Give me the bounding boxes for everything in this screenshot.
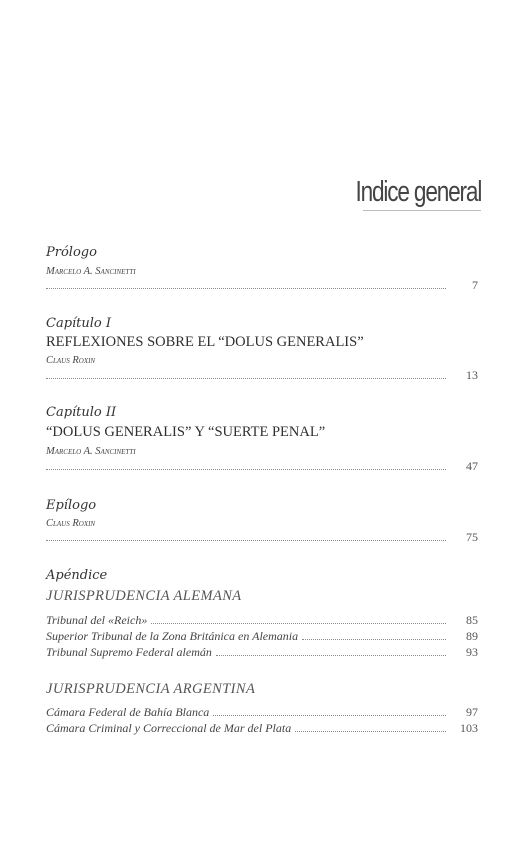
dot-leader [46,468,446,470]
capitulo2-entry[interactable] [46,459,478,474]
entry-page: 93 [466,645,478,659]
page-title: Indice general [355,176,481,208]
apendice-label: Apéndice [46,568,108,583]
epilogo-page: 75 [466,530,478,544]
dot-leader [295,730,446,732]
dot-leader [302,638,446,640]
entry-label: Cámara Criminal y Correccional de Mar del Plata [46,721,292,735]
jurisprudencia-argentina-heading: JURISPRUDENCIA ARGENTINA [46,681,256,697]
prologo-page: 7 [472,278,478,292]
epilogo-author: Claus Roxin [46,518,96,529]
dot-leader [46,539,446,541]
capitulo2-page: 47 [466,459,478,473]
capitulo1-label: Capítulo I [46,316,112,331]
entry-page: 89 [466,629,478,643]
epilogo-label: Epílogo [46,498,97,513]
toc-entry[interactable] [46,721,478,736]
entry-page: 103 [460,721,478,735]
jurisprudencia-alemana-heading: JURISPRUDENCIA ALEMANA [46,588,242,604]
entry-page: 97 [466,705,478,719]
toc-entry[interactable] [46,705,478,720]
prologo-label: Prólogo [46,245,97,260]
dot-leader [213,714,446,716]
dot-leader [46,287,446,289]
capitulo2-label: Capítulo II [46,405,117,420]
toc-entry[interactable] [46,613,478,628]
capitulo1-entry[interactable] [46,368,478,383]
entry-label: Cámara Federal de Bahía Blanca [46,705,210,719]
capitulo2-title: “DOLUS GENERALIS” Y “SUERTE PENAL” [46,424,326,440]
toc-entry[interactable] [46,629,478,644]
prologo-author: Marcelo A. Sancinetti [46,266,136,277]
entry-label: Superior Tribunal de la Zona Británica en Alemania [46,629,299,643]
prologo-entry[interactable] [46,278,478,293]
capitulo1-author: Claus Roxin [46,355,96,366]
entry-page: 85 [466,613,478,627]
title-underline [363,210,481,211]
capitulo2-author: Marcelo A. Sancinetti [46,446,136,457]
toc-entry[interactable] [46,645,478,660]
epilogo-entry[interactable] [46,530,478,545]
capitulo1-title: REFLEXIONES SOBRE EL “DOLUS GENERALIS” [46,334,364,350]
dot-leader [151,622,446,624]
capitulo1-page: 13 [466,368,478,382]
entry-label: Tribunal Supremo Federal alemán [46,645,212,659]
entry-label: Tribunal del «Reich» [46,613,148,627]
dot-leader [46,377,446,379]
dot-leader [216,654,446,656]
